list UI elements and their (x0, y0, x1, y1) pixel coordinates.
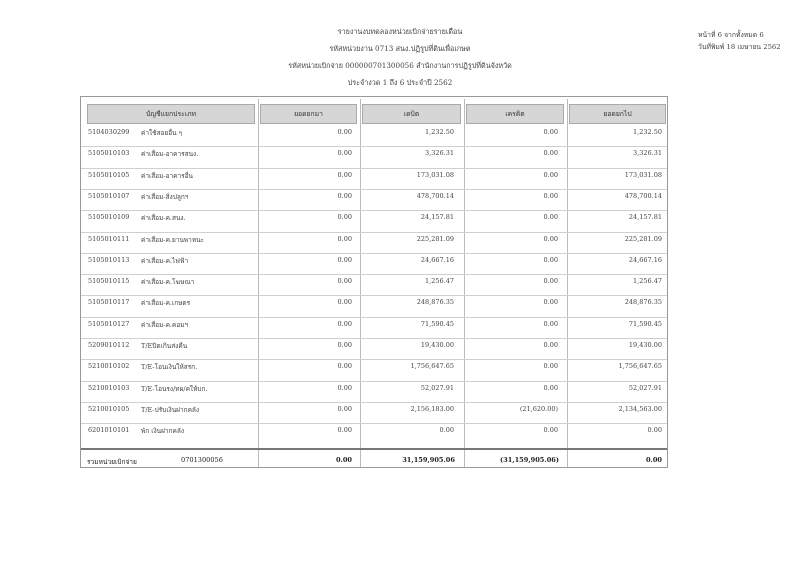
row-divider (81, 295, 667, 296)
debit-value: 1,256.47 (425, 277, 454, 286)
debit-value: 1,756,647.65 (410, 362, 454, 371)
brought-forward-value: 0.00 (337, 404, 352, 413)
carried-forward-value: 52,027.91 (628, 383, 662, 392)
row-divider (81, 253, 667, 254)
row-divider (81, 189, 667, 190)
column-header-credit: เครดิต (466, 104, 564, 124)
credit-value: 0.00 (543, 383, 558, 392)
account-code: 5105010127 (88, 319, 130, 328)
account-name: ค่าเสื่อม-อาคารอื่น (141, 171, 193, 180)
total-debit: 31,159,905.06 (402, 456, 455, 464)
page-number: หน้าที่ 6 จากทั้งหมด 6 (698, 31, 764, 39)
brought-forward-value: 0.00 (337, 170, 352, 179)
account-code: 5105010105 (88, 170, 130, 179)
print-date: วันที่พิมพ์ 18 เมษายน 2562 (698, 43, 781, 51)
account-code: 5105010113 (88, 255, 130, 264)
account-code: 5210010105 (88, 404, 130, 413)
carried-forward-value: 24,157.81 (628, 213, 662, 222)
credit-value: (21,620.00) (519, 404, 558, 413)
carried-forward-value: 173,031.08 (624, 170, 662, 179)
carried-forward-value: 1,756,647.65 (618, 362, 662, 371)
credit-value: 0.00 (543, 319, 558, 328)
account-name: พัก เงินฝากคลัง (141, 427, 185, 436)
report-title: รายงานงบทดลองหน่วยเบิกจ่ายรายเดือน (337, 27, 463, 36)
account-name: T/E-โอนรง/ทผ/คให้บก. (141, 384, 208, 393)
brought-forward-value: 0.00 (337, 277, 352, 286)
account-name: ค่าใช้สอยอื่น ๆ (141, 129, 183, 137)
brought-forward-value: 0.00 (337, 128, 352, 136)
account-name: ค่าเสื่อม-ค.คอมฯ (141, 320, 189, 329)
total-label: รวมหน่วยเบิกจ่าย (87, 458, 137, 466)
credit-value: 0.00 (543, 234, 558, 243)
account-name: ค่าเสื่อม-ค.ไฟฟ้า (141, 256, 189, 265)
account-code: 6201010101 (88, 426, 130, 435)
account-name: T/E-โอนเงินให้สรก. (141, 363, 198, 372)
account-name: ค่าเสื่อม-อาคารสนง. (141, 150, 199, 159)
total-credit: (31,159,905.06) (499, 456, 559, 464)
brought-forward-value: 0.00 (337, 298, 352, 307)
account-name: ค่าเสื่อม-ค.โฆษณา (141, 278, 195, 287)
brought-forward-value: 0.00 (337, 341, 352, 349)
brought-forward-value: 0.00 (337, 234, 352, 243)
account-code: 5105010103 (88, 149, 130, 158)
account-code: 5105010115 (88, 277, 130, 286)
account-code: 5104030299 (88, 128, 130, 136)
debit-value: 1,232.50 (425, 128, 454, 136)
debit-value: 71,590.45 (420, 319, 454, 328)
account-code: 5209010112 (88, 341, 130, 349)
row-divider (81, 402, 667, 403)
account-code: 5210010102 (88, 362, 130, 371)
period-line: ประจำงวด 1 ถึง 6 ประจำปี 2562 (347, 78, 453, 87)
credit-value: 0.00 (543, 426, 558, 435)
carried-forward-value: 3,326.31 (633, 149, 662, 158)
debit-value: 24,667.16 (420, 255, 454, 264)
credit-value: 0.00 (543, 149, 558, 158)
brought-forward-value: 0.00 (337, 213, 352, 222)
row-divider (81, 359, 667, 360)
carried-forward-value: 1,232.50 (633, 128, 662, 136)
credit-value: 0.00 (543, 170, 558, 179)
account-code: 5210010103 (88, 383, 130, 392)
carried-forward-value: 71,590.45 (628, 319, 662, 328)
debit-value: 248,876.35 (416, 298, 454, 307)
brought-forward-value: 0.00 (337, 362, 352, 371)
row-divider (81, 423, 667, 424)
debit-value: 478,700.14 (416, 191, 454, 200)
row-divider (81, 210, 667, 211)
debit-value: 3,326.31 (425, 149, 454, 158)
account-name: ค่าเสื่อม-ค.ยานพาหนะ (141, 235, 205, 244)
agency-line: รหัสหน่วยงาน 0713 สนง.ปฏิรูปที่ดินเพื่อเกษต (329, 44, 471, 53)
credit-value: 0.00 (543, 255, 558, 264)
brought-forward-value: 0.00 (337, 191, 352, 200)
carried-forward-value: 2,134,563.00 (618, 404, 662, 413)
disbursing-unit-line: รหัสหน่วยเบิกจ่าย 000000701300056 สำนักงานการปฏิรูปที่ดินจังหวัด (288, 61, 512, 70)
account-name: ค่าเสื่อม-ค.สนง. (141, 214, 186, 223)
column-header-debit: เดบิต (362, 104, 461, 124)
carried-forward-value: 478,700.14 (624, 191, 662, 200)
debit-value: 19,430.00 (420, 341, 454, 349)
account-name: ค่าเสื่อม-สิ่งปลูกฯ (141, 192, 189, 201)
carried-forward-value: 24,667.16 (628, 255, 662, 264)
credit-value: 0.00 (543, 128, 558, 136)
debit-value: 173,031.08 (416, 170, 454, 179)
brought-forward-value: 0.00 (337, 255, 352, 264)
column-header-brought-forward: ยอดยกมา (260, 104, 357, 124)
credit-value: 0.00 (543, 298, 558, 307)
account-code: 5105010107 (88, 191, 130, 200)
debit-value: 24,157.81 (420, 213, 454, 222)
credit-value: 0.00 (543, 213, 558, 222)
carried-forward-value: 1,256.47 (633, 277, 662, 286)
row-divider (81, 232, 667, 233)
brought-forward-value: 0.00 (337, 319, 352, 328)
row-divider (81, 146, 667, 147)
row-divider (81, 168, 667, 169)
carried-forward-value: 248,876.35 (624, 298, 662, 307)
credit-value: 0.00 (543, 277, 558, 286)
table-row (86, 426, 666, 447)
credit-value: 0.00 (543, 341, 558, 349)
credit-value: 0.00 (543, 362, 558, 371)
total-brought-forward: 0.00 (335, 456, 352, 464)
total-carried-forward: 0.00 (645, 456, 662, 464)
row-divider (81, 338, 667, 339)
total-unit-code: 0701300056 (181, 456, 223, 464)
carried-forward-value: 19,430.00 (628, 341, 662, 349)
debit-value: 0.00 (439, 426, 454, 435)
account-name: ค่าเสื่อม-ค.เกษตร (141, 299, 191, 308)
carried-forward-value: 225,281.09 (624, 234, 662, 243)
row-divider (81, 274, 667, 275)
column-header-carried-forward: ยอดยกไป (569, 104, 666, 124)
carried-forward-value: 0.00 (647, 426, 662, 435)
account-name: T/Eปิดเกินส่งคืน (141, 342, 188, 350)
row-divider (81, 381, 667, 382)
brought-forward-value: 0.00 (337, 149, 352, 158)
debit-value: 52,027.91 (420, 383, 454, 392)
account-name: T/E-ปรับเงินฝากคลัง (141, 405, 200, 414)
debit-value: 2,156,183.00 (410, 404, 454, 413)
brought-forward-value: 0.00 (337, 426, 352, 435)
account-code: 5105010109 (88, 213, 130, 222)
account-code: 5105010111 (88, 234, 130, 243)
debit-value: 225,281.09 (416, 234, 454, 243)
row-divider (81, 317, 667, 318)
account-code: 5105010117 (88, 298, 130, 307)
credit-value: 0.00 (543, 191, 558, 200)
column-header-account: บัญชีแยกประเภท (87, 104, 255, 124)
total-row (81, 448, 667, 468)
brought-forward-value: 0.00 (337, 383, 352, 392)
